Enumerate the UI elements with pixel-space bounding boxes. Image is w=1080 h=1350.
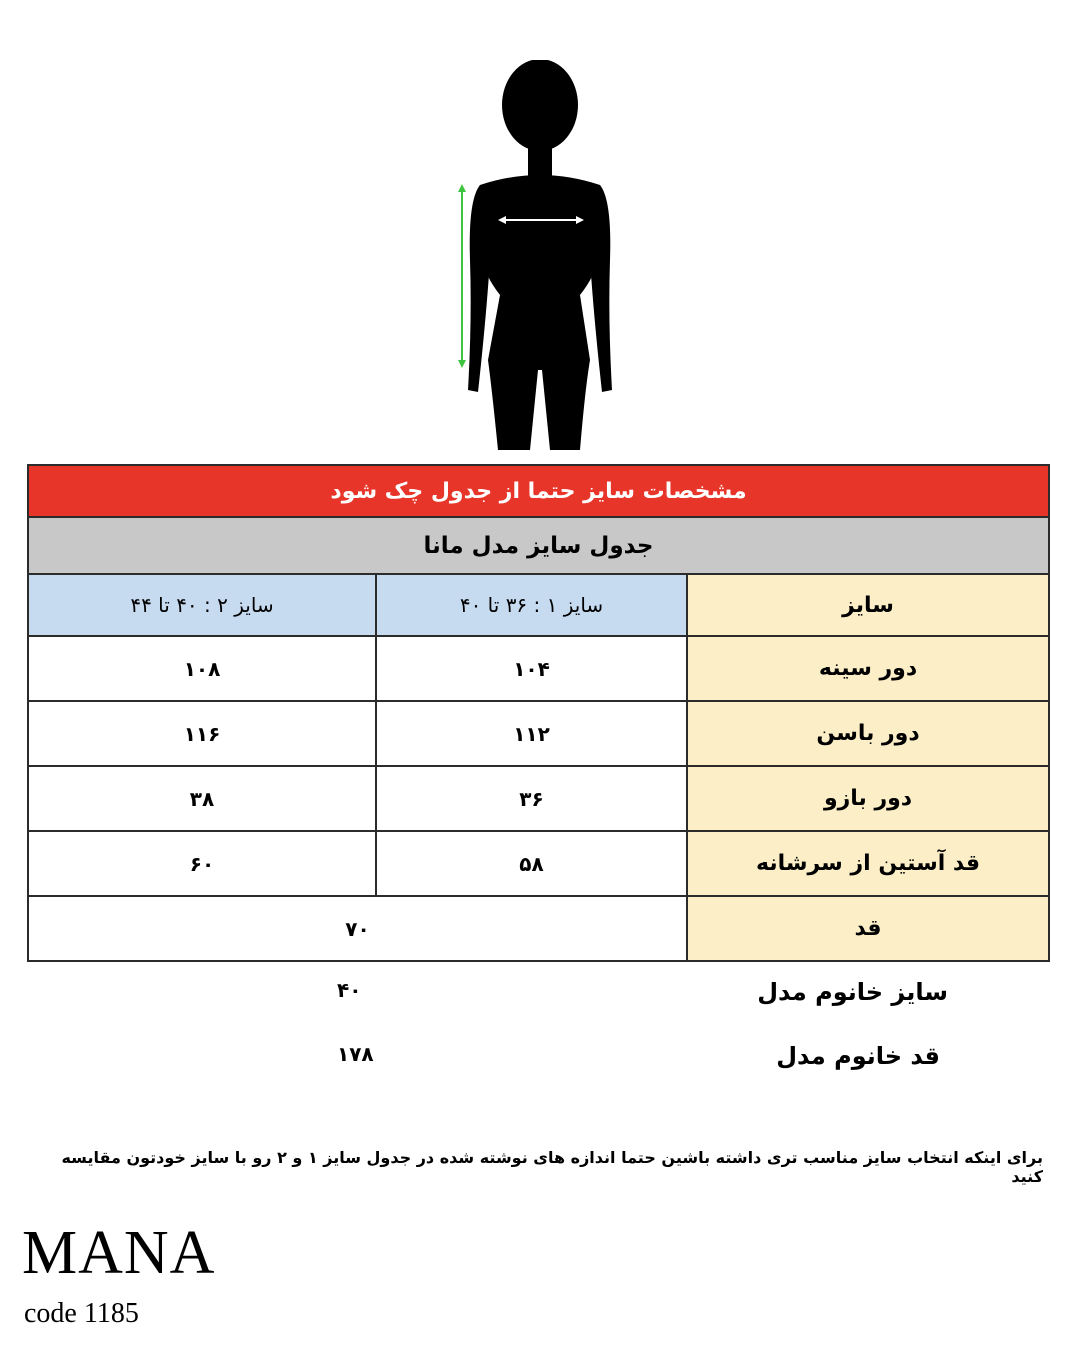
model-height-row [27, 1042, 1048, 1092]
row-size1-value: ۱۰۴ [376, 636, 687, 701]
row-size2-value: ۱۰۸ [28, 636, 376, 701]
body-silhouette-figure [440, 60, 640, 450]
brand-name: MANA [22, 1219, 216, 1287]
row-label: قد آستین از سرشانه [687, 831, 1049, 896]
header-size2: سایز ۲ : ۴۰ تا ۴۴ [28, 574, 376, 636]
row-size2-value: ۱۱۶ [28, 701, 376, 766]
size-table [27, 464, 1050, 962]
model-height-label: قد خانوم مدل [776, 1042, 940, 1070]
model-size-label: سایز خانوم مدل [757, 978, 948, 1006]
table-row [28, 701, 1049, 766]
header-label: سایز [687, 574, 1049, 636]
row-size2-value: ۶۰ [28, 831, 376, 896]
model-size-value: ۴۰ [337, 978, 362, 1002]
table-header-row [28, 574, 1049, 636]
row-size2-value: ۳۸ [28, 766, 376, 831]
table-row [28, 831, 1049, 896]
table-row-length [28, 896, 1049, 961]
row-size1-value: ۳۶ [376, 766, 687, 831]
row-size1-value: ۱۱۲ [376, 701, 687, 766]
size-note: برای اینکه انتخاب سایز مناسب تری داشته باشین حتما اندازه های نوشته شده در جدول سایز ۱ و ۲ رو با سایز خودتون مقایسه کنید [61, 1148, 1043, 1186]
product-code: code 1185 [24, 1298, 139, 1329]
table-title: مشخصات سایز حتما از جدول چک شود [28, 465, 1049, 517]
row-label: دور باسن [687, 701, 1049, 766]
row-label: دور سینه [687, 636, 1049, 701]
row-label: دور بازو [687, 766, 1049, 831]
table-subtitle: جدول سایز مدل مانا [28, 517, 1049, 574]
silhouette-icon [440, 60, 640, 450]
table-subtitle-row [28, 517, 1049, 574]
table-row [28, 766, 1049, 831]
table-title-row [28, 465, 1049, 517]
table-row [28, 636, 1049, 701]
row-size1-value: ۵۸ [376, 831, 687, 896]
length-value: ۷۰ [28, 896, 687, 961]
length-label: قد [687, 896, 1049, 961]
model-height-value: ۱۷۸ [337, 1042, 374, 1066]
model-size-row [27, 978, 1048, 1028]
header-size1: سایز ۱ : ۳۶ تا ۴۰ [376, 574, 687, 636]
